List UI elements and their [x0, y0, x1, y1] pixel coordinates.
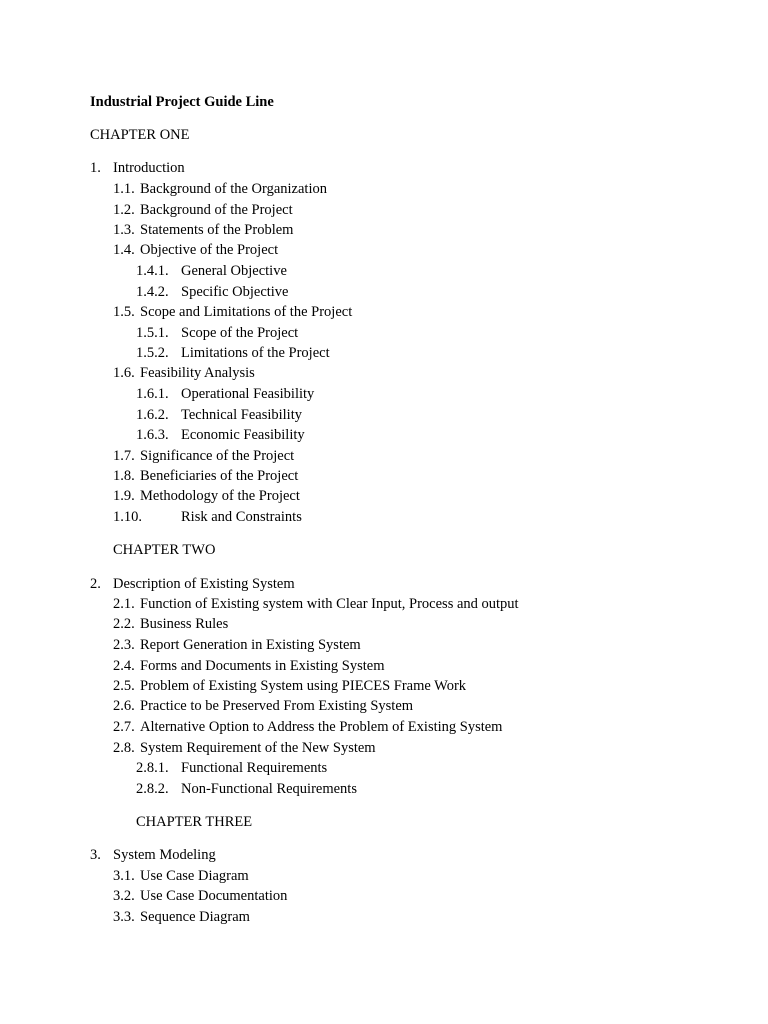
toc-number: 2.3.	[113, 637, 135, 653]
toc-number: 2.8.2.	[136, 781, 169, 797]
toc-label: Problem of Existing System using PIECES Frame Work	[140, 678, 467, 694]
toc-number: 2.4.	[113, 658, 135, 674]
chapter-two-heading: CHAPTER TWO	[113, 542, 216, 558]
toc-number: 1.5.2.	[136, 345, 169, 361]
toc-label: Business Rules	[140, 616, 229, 632]
document-title: Industrial Project Guide Line	[90, 94, 274, 110]
toc-subitem	[136, 262, 287, 280]
toc-number: 1.2.	[113, 202, 135, 218]
toc-item	[113, 867, 249, 885]
toc-number: 2.7.	[113, 719, 135, 735]
toc-subitem	[136, 759, 327, 777]
toc-label: Background of the Organization	[140, 181, 327, 197]
toc-number: 2.8.1.	[136, 760, 169, 776]
toc-label: Methodology of the Project	[140, 488, 300, 504]
toc-label: Statements of the Problem	[140, 222, 294, 238]
toc-label: Scope and Limitations of the Project	[140, 304, 353, 320]
toc-number: 1.4.2.	[136, 284, 169, 300]
toc-number: 1.5.1.	[136, 325, 169, 341]
toc-label: Function of Existing system with Clear Input, Process and output	[140, 596, 519, 612]
toc-number: 1.3.	[113, 222, 135, 238]
toc-number: 1.4.	[113, 242, 135, 258]
toc-item	[113, 657, 384, 675]
toc-item	[113, 677, 466, 695]
toc-item	[113, 201, 293, 219]
toc-label: Description of Existing System	[113, 576, 295, 592]
toc-item	[113, 303, 352, 321]
toc-label: Introduction	[113, 160, 185, 176]
toc-number: 1.6.	[113, 365, 135, 381]
toc-label: Use Case Documentation	[140, 888, 288, 904]
toc-label: Objective of the Project	[140, 242, 279, 258]
toc-label: Sequence Diagram	[140, 909, 250, 925]
toc-label: Scope of the Project	[181, 325, 299, 341]
toc-section	[90, 846, 216, 864]
toc-label: System Modeling	[113, 847, 216, 863]
toc-subitem	[136, 385, 314, 403]
toc-subitem	[136, 406, 302, 424]
toc-section	[90, 575, 295, 593]
toc-subitem	[136, 283, 289, 301]
toc-number: 2.6.	[113, 698, 135, 714]
toc-label: Practice to be Preserved From Existing System	[140, 698, 414, 714]
toc-number: 2.8.	[113, 740, 135, 756]
toc-label: Beneficiaries of the Project	[140, 468, 299, 484]
toc-item	[113, 508, 302, 526]
toc-section	[90, 159, 185, 177]
chapter-one-heading: CHAPTER ONE	[90, 127, 190, 143]
toc-item	[113, 180, 327, 198]
toc-label: Forms and Documents in Existing System	[140, 658, 385, 674]
toc-number: 2.	[90, 576, 101, 592]
toc-number: 1.6.1.	[136, 386, 169, 402]
toc-number: 1.1.	[113, 181, 135, 197]
toc-number: 3.1.	[113, 868, 135, 884]
toc-label: Specific Objective	[181, 284, 289, 300]
toc-item	[113, 241, 278, 259]
toc-label: System Requirement of the New System	[140, 740, 376, 756]
toc-number: 3.	[90, 847, 101, 863]
toc-item	[113, 487, 300, 505]
toc-number: 1.10.	[113, 509, 142, 525]
toc-item	[113, 887, 287, 905]
toc-number: 1.6.3.	[136, 427, 169, 443]
toc-item	[113, 636, 361, 654]
toc-number: 1.7.	[113, 448, 135, 464]
toc-label: Use Case Diagram	[140, 868, 249, 884]
chapter-three-heading: CHAPTER THREE	[136, 814, 253, 830]
toc-item	[113, 615, 228, 633]
toc-number: 1.5.	[113, 304, 135, 320]
toc-number: 3.3.	[113, 909, 135, 925]
toc-label: General Objective	[181, 263, 287, 279]
toc-number: 1.4.1.	[136, 263, 169, 279]
toc-subitem	[136, 324, 298, 342]
toc-label: Non-Functional Requirements	[181, 781, 357, 797]
toc-number: 2.2.	[113, 616, 135, 632]
toc-label: Background of the Project	[140, 202, 293, 218]
toc-item	[113, 697, 413, 715]
toc-item	[113, 364, 255, 382]
toc-number: 1.6.2.	[136, 407, 169, 423]
toc-item	[113, 447, 294, 465]
toc-label: Economic Feasibility	[181, 427, 305, 443]
toc-number: 3.2.	[113, 888, 135, 904]
toc-label: Alternative Option to Address the Problem of Existing System	[140, 719, 503, 735]
toc-number: 2.1.	[113, 596, 135, 612]
toc-label: Risk and Constraints	[181, 509, 302, 525]
toc-item	[113, 908, 250, 926]
toc-label: Functional Requirements	[181, 760, 328, 776]
toc-item	[113, 718, 502, 736]
toc-item	[113, 595, 519, 613]
toc-number: 1.8.	[113, 468, 135, 484]
toc-item	[113, 739, 376, 757]
toc-label: Limitations of the Project	[181, 345, 330, 361]
toc-subitem	[136, 344, 330, 362]
toc-item	[113, 221, 293, 239]
toc-subitem	[136, 780, 357, 798]
toc-number: 1.9.	[113, 488, 135, 504]
toc-label: Technical Feasibility	[181, 407, 302, 423]
toc-subitem	[136, 426, 305, 444]
toc-number: 2.5.	[113, 678, 135, 694]
toc-label: Operational Feasibility	[181, 386, 315, 402]
toc-label: Feasibility Analysis	[140, 365, 255, 381]
toc-label: Report Generation in Existing System	[140, 637, 361, 653]
toc-label: Significance of the Project	[140, 448, 295, 464]
toc-number: 1.	[90, 160, 101, 176]
toc-item	[113, 467, 298, 485]
